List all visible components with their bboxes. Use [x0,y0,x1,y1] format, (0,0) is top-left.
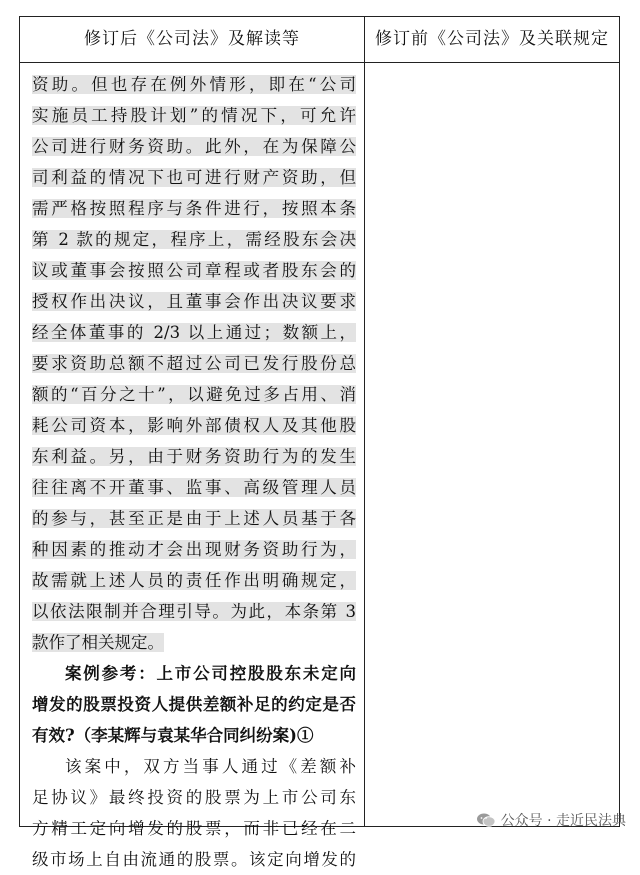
text-line [32,751,356,782]
revised-law-commentary-cell [32,69,356,875]
text-line [32,224,356,255]
text-line [32,317,356,348]
text-line [32,255,356,286]
text-line [32,720,356,751]
text-line-content: 方精工定向增发的股票，而非已经在二 [32,819,356,838]
text-line-content: 司利益的情况下也可进行财产资助，但 [32,168,356,187]
text-line [32,100,356,131]
text-line-content: 的参与，甚至正是由于上述人员基于各 [32,509,356,528]
wechat-watermark [476,809,626,831]
text-line [32,193,356,224]
comparison-table [19,16,620,869]
text-line-content: 东利益。另，由于财务资助行为的发生 [32,447,356,466]
text-line [32,658,356,689]
text-line [32,689,356,720]
watermark-text: 公众号 · 走近民法典 [500,813,626,829]
text-line-content: 款作了相关规定。 [32,633,164,652]
text-line-content: 经全体董事的 2/3 以上通过；数额上， [32,323,356,342]
text-line [32,565,356,596]
text-line [32,844,356,875]
text-line-content: 实施员工持股计划”的情况下，可允许 [32,106,356,125]
text-line-content: 公司进行财务资助。此外，在为保障公 [32,137,356,156]
text-line-content: 故需就上述人员的责任作出明确规定， [32,571,356,590]
text-line-content: 种因素的推动才会出现财务资助行为， [32,540,356,559]
text-line [32,503,356,534]
text-line [32,472,356,503]
column-divider [364,17,365,826]
text-line-content: 资助。但也存在例外情形，即在“公司 [32,75,356,94]
text-line-content: 第 2 款的规定，程序上，需经股东会决 [32,230,356,249]
text-line [32,162,356,193]
text-line-content: 需严格按照程序与条件进行，按照本条 [32,199,356,218]
text-line-content: 授权作出决议，且董事会作出决议要求 [32,292,356,311]
text-line [32,348,356,379]
text-line [32,131,356,162]
header-revised-law: 修订后《公司法》及解读等 [84,29,300,49]
text-line [32,627,356,658]
text-line-content: 足协议》最终投资的股票为上市公司东 [32,788,356,807]
text-line [32,534,356,565]
text-line-content: 案例参考：上市公司控股股东未定向 [65,664,356,683]
header-previous-law: 修订前《公司法》及关联规定 [375,29,609,49]
text-line-content: 议或董事会按照公司章程或者股东会的 [32,261,356,280]
text-line-content: 有效?（李某辉与袁某华合同纠纷案)① [32,726,314,745]
text-line-content: 额的“百分之十”，以避免过多占用、消 [32,385,356,404]
text-line-content: 级市场上自由流通的股票。该定向增发的 [32,850,356,869]
text-line-content: 增发的股票投资人提供差额补足的约定是否 [32,695,356,714]
text-line-content: 往往离不开董事、监事、高级管理人员 [32,478,356,497]
text-line [32,813,356,844]
text-line [32,69,356,100]
text-line [32,379,356,410]
text-line-content: 要求资助总额不超过公司已发行股份总 [32,354,356,373]
text-line [32,596,356,627]
text-line [32,441,356,472]
text-line [32,286,356,317]
text-line-content: 该案中，双方当事人通过《差额补 [65,757,356,776]
text-line-content: 以依法限制并合理引导。为此，本条第 3 [32,602,356,621]
wechat-icon [476,812,496,828]
text-line-content: 耗公司资本，影响外部债权人及其他股 [32,416,356,435]
text-line [32,410,356,441]
text-line [32,782,356,813]
table-header-row [20,17,619,63]
